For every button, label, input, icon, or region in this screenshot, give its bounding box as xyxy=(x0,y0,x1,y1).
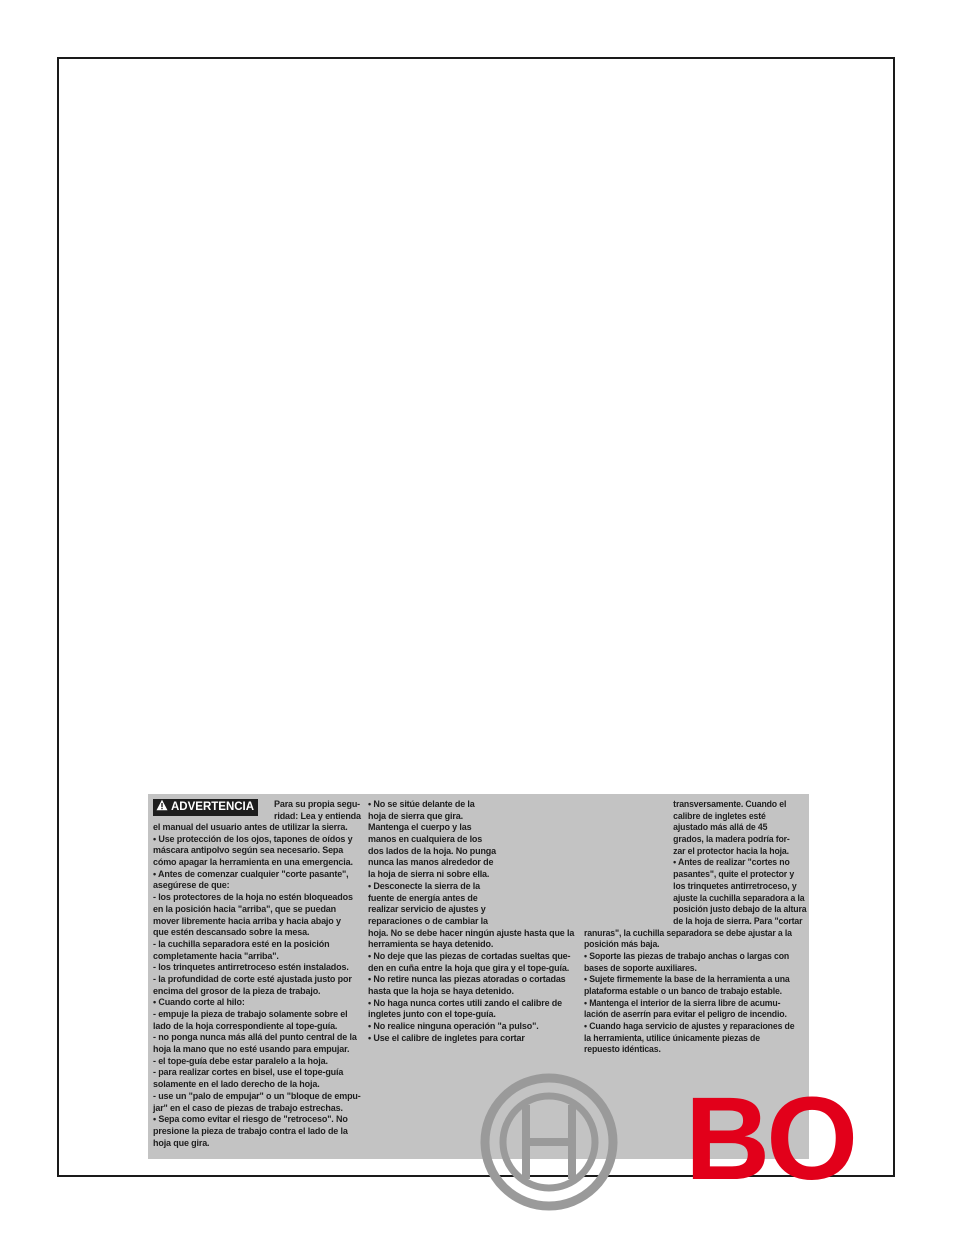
text-line: manos en cualquiera de los xyxy=(368,834,483,845)
text-line: hoja de sierra que gira. xyxy=(368,810,463,821)
text-line: • No realice ninguna operación "a pulso". xyxy=(368,1021,539,1032)
label-column-3 xyxy=(584,799,806,1056)
text-line: - use un "palo de empujar" o un "bloque de empu- xyxy=(153,1090,361,1101)
text-line: hoja la mano que no esté usando para empujar. xyxy=(153,1044,350,1055)
text-line: los trinquetes antirretroceso, y xyxy=(673,880,797,891)
text-line: completamente hacia "arriba". xyxy=(153,950,279,961)
text-line: den en cuña entre la hoja que gira y el tope-guía. xyxy=(368,962,570,973)
text-line: calibre de ingletes esté xyxy=(673,810,766,821)
text-line: en la posición hacia "arriba", que se puedan xyxy=(153,903,336,914)
text-line: • No haga nunca cortes utili zando el calibre de xyxy=(368,997,562,1008)
text-line: lado de la hoja correspondiente al tope-guía. xyxy=(153,1020,338,1031)
text-line: ajustado más allá de 45 xyxy=(673,822,768,833)
text-line: reparaciones o de cambiar la xyxy=(368,915,488,926)
text-line: ranuras", la cuchilla separadora se debe ajustar a la xyxy=(584,927,792,938)
text-line: jar" en el caso de piezas de trabajo estrechas. xyxy=(153,1102,343,1113)
text-line: dos lados de la hoja. No punga xyxy=(368,845,497,856)
text-line: • Cuando corte al hilo: xyxy=(153,997,245,1008)
text-line: • No deje que las piezas de cortadas sueltas que- xyxy=(368,950,571,961)
text-line: mover libremente hacia arriba y hacia abajo y xyxy=(153,915,341,926)
label-column-1 xyxy=(153,799,361,1149)
text-line: • No se sitúe delante de la xyxy=(368,799,475,809)
text-line: pasantes", quite el protector y xyxy=(673,869,795,880)
text-line: • Use protección de los ojos, tapones de oídos y xyxy=(153,833,353,844)
text-line: • Sujete firmemente la base de la herramienta a una xyxy=(584,974,790,985)
text-line: nunca las manos alrededor de xyxy=(368,857,494,868)
text-line: - los trinquetes antirretroceso estén instalados. xyxy=(153,962,349,973)
text-line: la herramienta, utilice únicamente piezas de xyxy=(584,1032,760,1043)
text-line: lación de aserrín para evitar el peligro de incendio. xyxy=(584,1009,787,1020)
text-line: • Desconecte la sierra de la xyxy=(368,880,481,891)
text-line: posición justo debajo de la altura xyxy=(673,904,807,915)
text-line: • Antes de realizar "cortes no xyxy=(673,857,790,868)
text-line: plataforma estable o un banco de trabajo estable. xyxy=(584,986,782,996)
text-line: asegúrese de que: xyxy=(153,880,230,891)
text-line: - el tope-guía debe estar paralelo a la hoja. xyxy=(153,1055,328,1066)
text-line: ajuste la cuchilla separadora a la xyxy=(673,892,805,903)
text-line: grados, la madera podría for- xyxy=(673,834,790,845)
warning-triangle-icon xyxy=(156,799,168,811)
bosch-armature-icon xyxy=(478,1071,620,1213)
text-line: solamente en el lado derecho de la hoja. xyxy=(153,1079,320,1090)
text-line: Para su propia segu- xyxy=(274,799,361,809)
text-line: realizar servicio de ajustes y xyxy=(368,904,486,915)
text-line: ingletes junto con el tope-guía. xyxy=(368,1009,496,1020)
text-line: hasta que la hoja se haya detenido. xyxy=(368,986,514,996)
text-line: - no ponga nunca más allá del punto central de la xyxy=(153,1032,357,1043)
text-line: • No retire nunca las piezas atoradas o cortadas xyxy=(368,974,566,985)
text-line: el manual del usuario antes de utilizar la sierra. xyxy=(153,822,348,832)
text-line: la hoja de sierra ni sobre ella. xyxy=(368,869,490,880)
text-line: - la profundidad de corte esté ajustada justo por xyxy=(153,973,352,984)
brand-wordmark: BO xyxy=(685,1073,854,1205)
text-line: hoja que gira. xyxy=(153,1137,210,1148)
text-line: ridad: Lea y entienda xyxy=(274,810,361,821)
text-line: hoja. No se debe hacer ningún ajuste hasta que la xyxy=(368,927,575,938)
text-line: fuente de energía antes de xyxy=(368,892,478,903)
text-line: • Soporte las piezas de trabajo anchas o largas con xyxy=(584,950,790,961)
text-line: encima del grosor de la pieza de trabajo. xyxy=(153,985,321,996)
text-line: bases de soporte auxiliares. xyxy=(584,962,697,973)
text-line: que estén descansado sobre la mesa. xyxy=(153,927,310,938)
warning-header xyxy=(153,799,258,816)
text-line: de la hoja de sierra. Para "cortar xyxy=(673,915,803,926)
text-line: - la cuchilla separadora esté en la posición xyxy=(153,938,330,949)
text-line: - los protectores de la hoja no estén bloqueados xyxy=(153,892,353,903)
text-line: - empuje la pieza de trabajo solamente sobre el xyxy=(153,1009,348,1019)
label-column-2 xyxy=(368,799,574,1044)
text-line: • Antes de comenzar cualquier "corte pasante", xyxy=(153,868,349,879)
text-line: • Use el calibre de ingletes para cortar xyxy=(368,1032,525,1043)
text-line: Mantenga el cuerpo y las xyxy=(368,822,472,833)
text-line: herramienta se haya detenido. xyxy=(368,939,494,950)
text-line: transversamente. Cuando el xyxy=(673,799,787,809)
column-3-indented-block xyxy=(584,799,806,928)
text-line: posición más baja. xyxy=(584,939,660,950)
warning-header-text: ADVERTENCIA xyxy=(171,801,255,813)
warning-label xyxy=(148,794,854,1205)
text-line: - para realizar cortes en bisel, use el tope-guía xyxy=(153,1067,344,1078)
warning-header-row xyxy=(153,799,361,822)
text-line: máscara antipolvo según sea necesario. Sepa xyxy=(153,845,344,856)
text-line: • Cuando haga servicio de ajustes y reparaciones de xyxy=(584,1021,795,1032)
text-line: • Sepa como evitar el riesgo de "retroceso". No xyxy=(153,1114,348,1125)
text-line: • Mantenga el interior de la sierra libre de acumu- xyxy=(584,997,781,1008)
warning-header-side-text xyxy=(274,799,361,822)
text-line: zar el protector hacia la hoja. xyxy=(673,845,789,856)
text-line: cómo apagar la herramienta en una emergencia. xyxy=(153,857,353,868)
text-line: presione la pieza de trabajo contra el lado de la xyxy=(153,1125,348,1136)
text-line: repuesto idénticas. xyxy=(584,1044,661,1055)
